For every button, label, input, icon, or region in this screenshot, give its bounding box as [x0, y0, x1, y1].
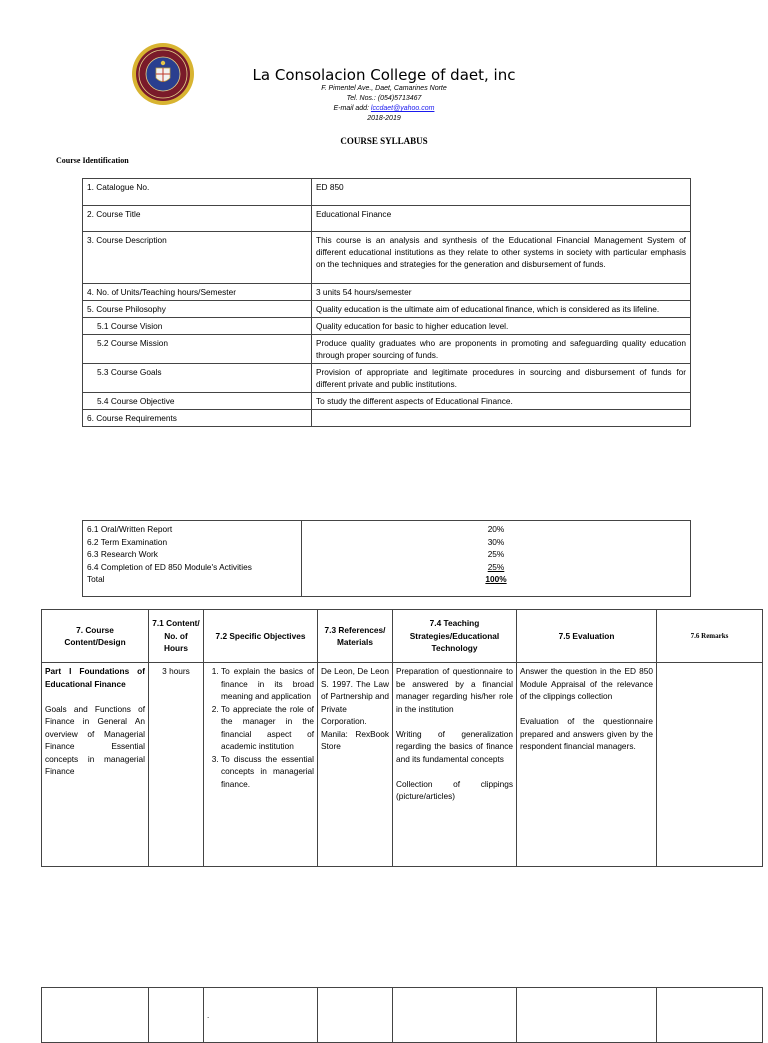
document-title: COURSE SYLLABUS — [340, 136, 428, 146]
row-value: Quality education for basic to higher education level. — [312, 318, 691, 335]
section-title: Course Identification — [56, 156, 129, 165]
row-label: 5.4 Course Objective — [83, 393, 312, 410]
course-requirements-table — [82, 520, 691, 597]
row-label: 5. Course Philosophy — [83, 301, 312, 318]
requirements-percents — [302, 521, 691, 597]
strategy-item: Collection of clippings (picture/articles) — [396, 778, 513, 801]
table-row — [83, 521, 691, 597]
requirements-list — [83, 521, 302, 597]
course-identification-table — [82, 178, 691, 427]
row-value: This course is an analysis and synthesis of the Educational Financial Management System of different educational institutions as they relate to other systems in society with particular emphasis on the techniques and strategies for the generation and disbursement of funds. — [312, 232, 691, 284]
column-header: 7.1 Content/ No. of Hours — [149, 610, 204, 663]
row-label: 3. Course Description — [83, 232, 312, 284]
content-title: Part I Foundations of Educational Finance — [45, 666, 145, 689]
college-email-line — [0, 105, 768, 112]
row-label: 1. Catalogue No. — [83, 179, 312, 206]
objective-item: 3. To discuss the essential concepts in managerial finance. — [221, 753, 314, 791]
table-row — [83, 335, 691, 364]
column-header: 7.2 Specific Objectives — [204, 610, 318, 663]
school-year: 2018-2019 — [367, 115, 401, 122]
row-label: 2. Course Title — [83, 206, 312, 232]
table-row — [83, 393, 691, 410]
empty-cell — [318, 988, 393, 1043]
empty-cell — [657, 988, 763, 1043]
table-row — [83, 179, 691, 206]
requirement-total-percent: 100% — [485, 574, 507, 584]
references-cell: De Leon, De Leon S. 1997. The Law of Partnership and Private Corporation. Manila: RexBook Store — [318, 663, 393, 867]
row-value: Educational Finance — [312, 206, 691, 232]
row-value: Provision of appropriate and legitimate procedures in sourcing and disbursement of funds for different private and public institutions. — [312, 364, 691, 393]
evaluation-cell — [517, 663, 657, 867]
college-telephone: Tel. Nos.: (054)5713467 — [346, 95, 422, 102]
remarks-cell — [657, 663, 763, 867]
row-label: 6. Course Requirements — [83, 410, 312, 427]
row-label: 4. No. of Units/Teaching hours/Semester — [83, 284, 312, 301]
column-header: 7.5 Evaluation — [517, 610, 657, 663]
table-row — [83, 232, 691, 284]
course-content-table — [41, 609, 763, 867]
strategy-item: Preparation of questionnaire to be answered by a financial manager regarding his/her role in the institution — [396, 666, 513, 714]
table-row — [83, 318, 691, 335]
row-value — [312, 410, 691, 427]
table-row — [83, 301, 691, 318]
requirement-item: 6.4 Completion of ED 850 Module's Activities — [87, 561, 252, 572]
empty-cell — [149, 988, 204, 1043]
empty-cell — [42, 988, 149, 1043]
row-value: Quality education is the ultimate aim of educational finance, which is considered as its lifeline. — [312, 301, 691, 318]
requirement-item: 6.3 Research Work — [87, 549, 158, 559]
email-label: E-mail add: — [333, 105, 371, 112]
requirement-percent: 25% — [487, 561, 505, 572]
strategy-item: Writing of generalization regarding the basics of finance and its fundamental concepts — [396, 728, 513, 764]
table-row — [42, 663, 763, 867]
empty-cell — [393, 988, 517, 1043]
objective-item: 2. To appreciate the role of the manager in the financial aspect of academic institution — [221, 703, 314, 753]
strategies-cell — [393, 663, 517, 867]
table-header-row — [42, 610, 763, 663]
dot-cell: . — [204, 988, 318, 1043]
objective-item: 1. To explain the basics of finance in its broad meaning and application — [221, 665, 314, 703]
row-label: 5.1 Course Vision — [83, 318, 312, 335]
row-value: Produce quality graduates who are proponents in promoting and safeguarding quality education through proper sourcing of funds. — [312, 335, 691, 364]
row-value: ED 850 — [312, 179, 691, 206]
column-header: 7.3 References/ Materials — [318, 610, 393, 663]
college-address: F. Pimentel Ave., Daet, Camarines Norte — [321, 85, 447, 92]
column-header: 7.6 Remarks — [657, 610, 763, 663]
requirement-item: 6.2 Term Examination — [87, 536, 168, 547]
requirement-item: 6.1 Oral/Written Report — [87, 524, 173, 534]
requirement-percent: 30% — [487, 536, 505, 547]
column-header: 7. Course Content/Design — [42, 610, 149, 663]
content-topics: Goals and Functions of Finance in General An overview of Managerial Finance Essential concepts in managerial Finance — [45, 703, 145, 776]
hours-cell: 3 hours — [149, 663, 204, 867]
content-cell — [42, 663, 149, 867]
table-row — [42, 988, 763, 1043]
row-label: 5.2 Course Mission — [83, 335, 312, 364]
requirement-total-label: Total — [87, 574, 105, 584]
row-value: To study the different aspects of Educational Finance. — [312, 393, 691, 410]
requirement-percent: 20% — [487, 524, 505, 534]
table-row — [83, 284, 691, 301]
table-row — [83, 410, 691, 427]
requirement-percent: 25% — [487, 549, 505, 559]
row-label: 5.3 Course Goals — [83, 364, 312, 393]
objectives-cell — [204, 663, 318, 867]
college-name: La Consolacion College of daet, inc — [252, 66, 516, 84]
evaluation-item: Evaluation of the questionnaire prepared and answers given by the respondent financial managers. — [520, 716, 653, 751]
table-row — [83, 206, 691, 232]
column-header: 7.4 Teaching Strategies/Educational Technology — [393, 610, 517, 663]
row-value: 3 units 54 hours/semester — [312, 284, 691, 301]
email-link[interactable]: lccdaet@yahoo.com — [370, 105, 435, 112]
continuation-table — [41, 987, 763, 1043]
table-row — [83, 364, 691, 393]
empty-cell — [517, 988, 657, 1043]
evaluation-item: Answer the question in the ED 850 Module Appraisal of the relevance of the clippings collection — [520, 666, 653, 701]
